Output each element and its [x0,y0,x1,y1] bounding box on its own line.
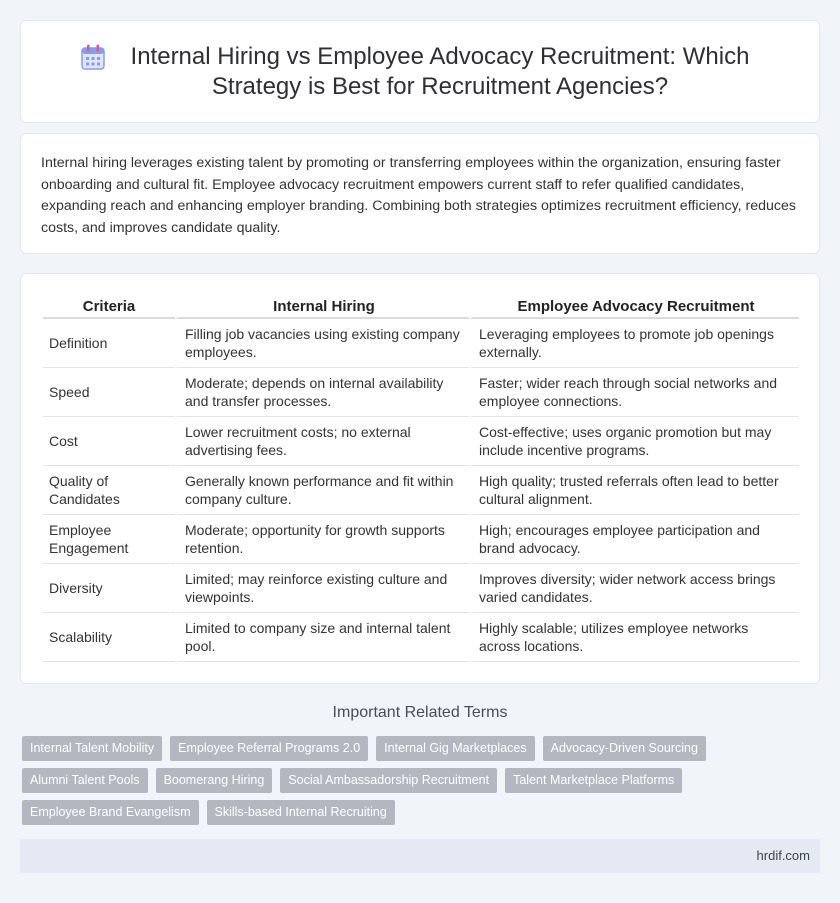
table-row [43,368,799,417]
employee-advocacy-cell: High; encourages employee participation and brand advocacy. [469,515,799,564]
criteria-cell: Quality of Candidates [43,466,175,515]
footer [20,839,820,873]
employee-advocacy-cell: High quality; trusted referrals often lead to better cultural alignment. [469,466,799,515]
related-term-tag[interactable]: Employee Referral Programs 2.0 [170,736,368,761]
column-header-employee-advocacy: Employee Advocacy Recruitment [469,294,799,319]
employee-advocacy-cell: Leveraging employees to promote job openings externally. [469,319,799,368]
related-term-tag[interactable]: Social Ambassadorship Recruitment [280,768,497,793]
title-card [20,20,820,123]
table-row [43,466,799,515]
table-row [43,564,799,613]
internal-hiring-cell: Moderate; opportunity for growth supports retention. [175,515,469,564]
internal-hiring-cell: Generally known performance and fit within company culture. [175,466,469,515]
table-row [43,319,799,368]
related-term-tag[interactable]: Skills-based Internal Recruiting [207,800,395,825]
related-term-tag[interactable]: Alumni Talent Pools [22,768,148,793]
comparison-table [43,294,799,662]
intro-card [20,133,820,254]
comparison-card [20,273,820,684]
criteria-cell: Definition [43,319,175,368]
employee-advocacy-cell: Cost-effective; uses organic promotion but may include incentive programs. [469,417,799,466]
table-header-row [43,294,799,319]
intro-paragraph: Internal hiring leverages existing talent by promoting or transferring employees within the organization, ensuring faster onboarding and cultural fit. Employee advocacy recruitment empowers current staff to refer qualified candidates, expanding reach and enhancing employer branding. Combining both strategies optimizes recruitment efficiency, reduces costs, and improves candidate quality. [41,155,796,236]
related-term-tag[interactable]: Employee Brand Evangelism [22,800,199,825]
related-term-tag[interactable]: Talent Marketplace Platforms [505,768,682,793]
internal-hiring-cell: Limited to company size and internal talent pool. [175,613,469,662]
criteria-cell: Cost [43,417,175,466]
page-title: Internal Hiring vs Employee Advocacy Recruitment: Which Strategy is Best for Recruitment Agencies? [130,42,750,100]
criteria-cell: Diversity [43,564,175,613]
table-row [43,515,799,564]
criteria-cell: Scalability [43,613,175,662]
employee-advocacy-cell: Improves diversity; wider network access brings varied candidates. [469,564,799,613]
employee-advocacy-cell: Faster; wider reach through social networks and employee connections. [469,368,799,417]
internal-hiring-cell: Lower recruitment costs; no external advertising fees. [175,417,469,466]
footer-site-link[interactable]: hrdif.com [756,848,810,863]
internal-hiring-cell: Moderate; depends on internal availability and transfer processes. [175,368,469,417]
criteria-cell: Speed [43,368,175,417]
table-row [43,613,799,662]
employee-advocacy-cell: Highly scalable; utilizes employee networks across locations. [469,613,799,662]
table-row [43,417,799,466]
related-term-tag[interactable]: Boomerang Hiring [156,768,273,793]
related-term-tag[interactable]: Advocacy-Driven Sourcing [543,736,706,761]
internal-hiring-cell: Limited; may reinforce existing culture and viewpoints. [175,564,469,613]
criteria-cell: Employee Engagement [43,515,175,564]
internal-hiring-cell: Filling job vacancies using existing company employees. [175,319,469,368]
related-terms-heading: Important Related Terms [332,704,508,721]
column-header-internal-hiring: Internal Hiring [175,294,469,319]
related-term-tag[interactable]: Internal Talent Mobility [22,736,162,761]
column-header-criteria: Criteria [43,294,175,319]
related-term-tag[interactable]: Internal Gig Marketplaces [376,736,534,761]
related-terms-list [22,736,822,832]
calendar-icon [80,43,106,71]
